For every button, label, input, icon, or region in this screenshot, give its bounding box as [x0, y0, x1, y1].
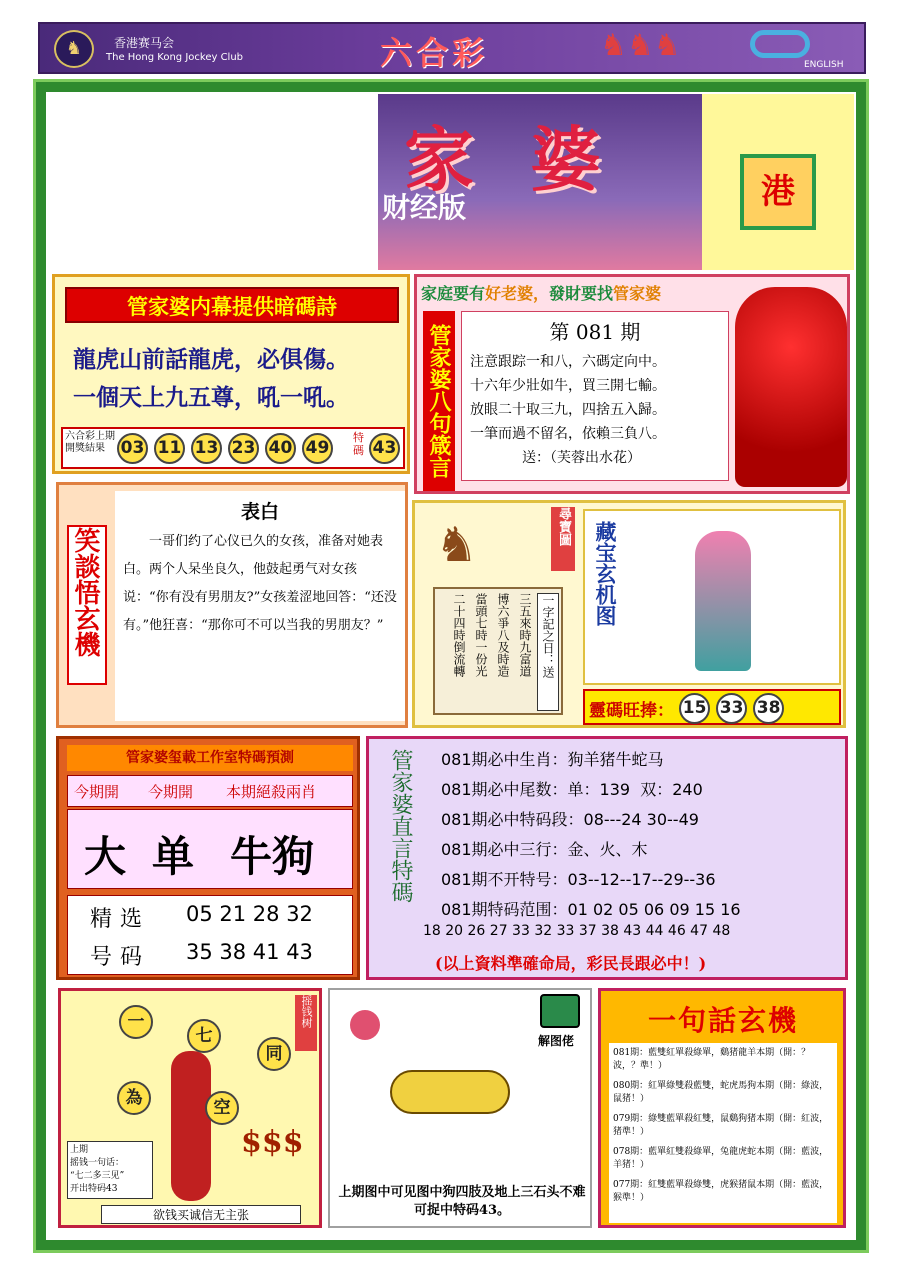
saying-line: 一筆而過不留名，依賴三負八。	[470, 426, 666, 442]
direct-line: 081期必中特码段：08---24 30--49	[441, 810, 699, 829]
scroll-line: 當頭七時一份光	[474, 593, 488, 677]
pick-row: 35 38 41 43	[186, 940, 313, 964]
tree-trunk	[171, 1051, 211, 1201]
dog-figure	[390, 1070, 510, 1114]
lottery-logo-icon[interactable]	[750, 30, 810, 58]
english-link[interactable]: ENGLISH	[804, 60, 844, 70]
odd-even-value: 大	[84, 832, 127, 881]
hint-tag: 解图佬	[538, 1034, 575, 1048]
prediction-header	[67, 775, 353, 807]
hint-caption: 上期图中可见图中狗四肢及地上三石头不难可捉中特码43。	[338, 1185, 586, 1218]
tree-note	[67, 1141, 153, 1199]
riddle-box	[598, 988, 846, 1228]
hint-tag-icon[interactable]	[540, 994, 580, 1028]
poem-heading: 管家婆内幕提供暗碼詩	[65, 287, 399, 323]
riddle-item: 079期：綠雙藍單殺紅雙，鼠鷄狗猪本期（開：紅波，猪準！）	[613, 1114, 829, 1137]
riddle-item: 077期：紅雙藍單殺綠雙，虎猴猪鼠本期（開：藍波，猴準！）	[613, 1180, 829, 1203]
tree-sketch	[350, 1010, 380, 1040]
kill-zodiac-value: 牛狗	[230, 832, 315, 881]
horse-racing-icon: ♞♞♞	[600, 28, 681, 63]
poem-line-2: 一個天上九五尊，吼一吼。	[73, 384, 349, 411]
prediction-box	[56, 736, 360, 980]
club-name-en: The Hong Kong Jockey Club	[106, 52, 244, 63]
money-tree-box	[58, 988, 322, 1228]
direct-side-label: 管家婆直言特碼	[388, 749, 413, 903]
page-title: 六合彩	[380, 34, 489, 72]
sender: 送：（芙蓉出水花）	[522, 450, 641, 466]
direct-box	[366, 736, 848, 980]
note-line: 开出特码43	[70, 1184, 118, 1194]
tree-char: 為	[117, 1081, 151, 1115]
lucky-label: 靈碼旺捧：	[589, 701, 674, 721]
banner-blank	[48, 94, 378, 270]
slogan-part: 好老婆，	[485, 284, 550, 303]
result-ball: 23	[228, 433, 259, 464]
header-cell: 今期開	[74, 783, 120, 801]
lucky-ball: 33	[716, 693, 747, 724]
bride-image	[735, 287, 847, 487]
direct-line: 081期必中三行：金、火、木	[441, 840, 648, 859]
club-name-cn: 香港赛马会	[114, 36, 175, 50]
eight-sayings-panel	[461, 311, 729, 481]
last-results-row	[61, 427, 405, 469]
tree-char: 同	[257, 1037, 291, 1071]
joke-box	[56, 482, 408, 728]
results-balls	[117, 433, 339, 464]
slogan	[421, 281, 661, 304]
treasure-side-label: 藏宝玄机图	[593, 521, 618, 626]
joke-text: 一哥们约了心仪已久的女孩，准备对她表白。两个人呆坐良久，他鼓起勇气对女孩说：“你有没有男朋友?”女孩羞涩地回答：“还没有。”他狂喜：“那你可不可以当我的男朋友？”	[123, 534, 397, 633]
results-label: 六合彩上期開獎結果	[65, 431, 115, 454]
tree-caption: 欲钱买诚信无主张	[101, 1205, 301, 1224]
lucky-numbers	[583, 689, 841, 725]
treasure-scroll	[433, 587, 563, 715]
treasure-image	[583, 509, 841, 685]
special-ball: 43	[369, 433, 400, 464]
header-cell: 本期絕殺兩肖	[226, 783, 317, 801]
riddle-item: 081期：藍雙紅單殺綠單，鷄猪龍羊本期（開：？波，？準！）	[613, 1048, 811, 1071]
direct-line: 081期不开特号：03--12--17--29--36	[441, 870, 716, 889]
result-ball: 11	[154, 433, 185, 464]
pick-label: 号码	[90, 945, 151, 970]
prediction-title: 管家婆玺載工作室特碼預測	[67, 745, 353, 771]
banner-badge: 港	[740, 154, 816, 230]
joke-side-label: 笑談悟玄機	[67, 525, 107, 685]
prediction-values	[67, 809, 353, 889]
note-title: 上期	[70, 1145, 89, 1155]
direct-line: 081期必中尾数：单：139 双：240	[441, 780, 703, 799]
slogan-part: 發財要找	[549, 284, 614, 303]
riddle-item: 080期：紅單綠雙殺藍雙，蛇虎馬狗本期（開：綠波，鼠猪！）	[613, 1081, 829, 1104]
slogan-part: 管家婆	[613, 284, 662, 303]
scroll-line: 博六爭八及時造	[496, 593, 510, 677]
banner-title: 家 婆	[404, 118, 617, 201]
treasure-tag: 尋寶圖	[551, 507, 575, 571]
tree-tag: 摇钱树	[295, 995, 317, 1051]
special-label: 特碼	[353, 431, 364, 457]
lucky-ball: 15	[679, 693, 710, 724]
result-ball: 49	[302, 433, 333, 464]
direct-line: 18 20 26 27 33 32 33 37 38 43 44 46 47 48	[423, 923, 731, 939]
odd-even-value: 单	[152, 832, 195, 881]
note-line: “七二多三见”	[70, 1171, 125, 1181]
saying-line: 注意跟踪一和八，六碼定向中。	[470, 354, 666, 370]
scroll-line: 一字記之日：送	[537, 593, 559, 711]
tree-char: 七	[187, 1019, 221, 1053]
poem-box	[52, 274, 410, 474]
scroll-line: 三五來時九富道	[518, 593, 532, 677]
riddle-list	[609, 1043, 837, 1223]
eight-sayings-side-label: 管家婆八句箴言	[423, 311, 455, 491]
issue-number: 第 081 期	[549, 320, 641, 344]
top-bar	[38, 22, 866, 74]
poem-line-1: 龍虎山前話龍虎，必俱傷。	[73, 346, 349, 373]
note-line: 摇钱一句话：	[70, 1158, 125, 1168]
scroll-line: 二十四時倒流轉	[452, 593, 466, 677]
direct-footer: (以上資料準確命局，彩民長跟必中！)	[435, 954, 707, 973]
picture-hint-box	[328, 988, 592, 1228]
treasure-box	[412, 500, 846, 728]
racing-horse-icon: ♞	[435, 517, 479, 573]
eight-sayings-box	[414, 274, 850, 494]
riddle-title: 一句話玄機	[647, 1004, 798, 1037]
jockey-club-logo[interactable]: ♞	[54, 30, 94, 68]
tree-char: 空	[205, 1091, 239, 1125]
result-ball: 40	[265, 433, 296, 464]
banner	[48, 94, 854, 270]
joke-title: 表白	[240, 501, 279, 523]
lady-figure	[695, 531, 751, 671]
banner-subtitle: 财经版	[382, 191, 467, 224]
result-ball: 03	[117, 433, 148, 464]
header-cell: 今期開	[148, 783, 194, 801]
saying-line: 十六年少壯如牛，買三開七輸。	[470, 378, 666, 394]
result-ball: 13	[191, 433, 222, 464]
tree-char: 一	[119, 1005, 153, 1039]
pick-row: 05 21 28 32	[186, 902, 313, 926]
direct-line: 081期特码范围：01 02 05 06 09 15 16	[441, 900, 741, 919]
money-coins-icon: $$$	[241, 1125, 304, 1160]
saying-line: 放眼二十取三九，四捨五入歸。	[470, 402, 666, 418]
pick-label: 精选	[90, 907, 151, 932]
picked-numbers	[67, 895, 353, 975]
slogan-part: 家庭要有	[421, 284, 486, 303]
direct-line: 081期必中生肖：狗羊猪牛蛇马	[441, 750, 664, 769]
lucky-ball: 38	[753, 693, 784, 724]
joke-panel	[115, 491, 405, 721]
riddle-item: 078期：藍單紅雙殺綠單，兔龍虎蛇本期（開：藍波，羊猪！）	[613, 1147, 829, 1170]
